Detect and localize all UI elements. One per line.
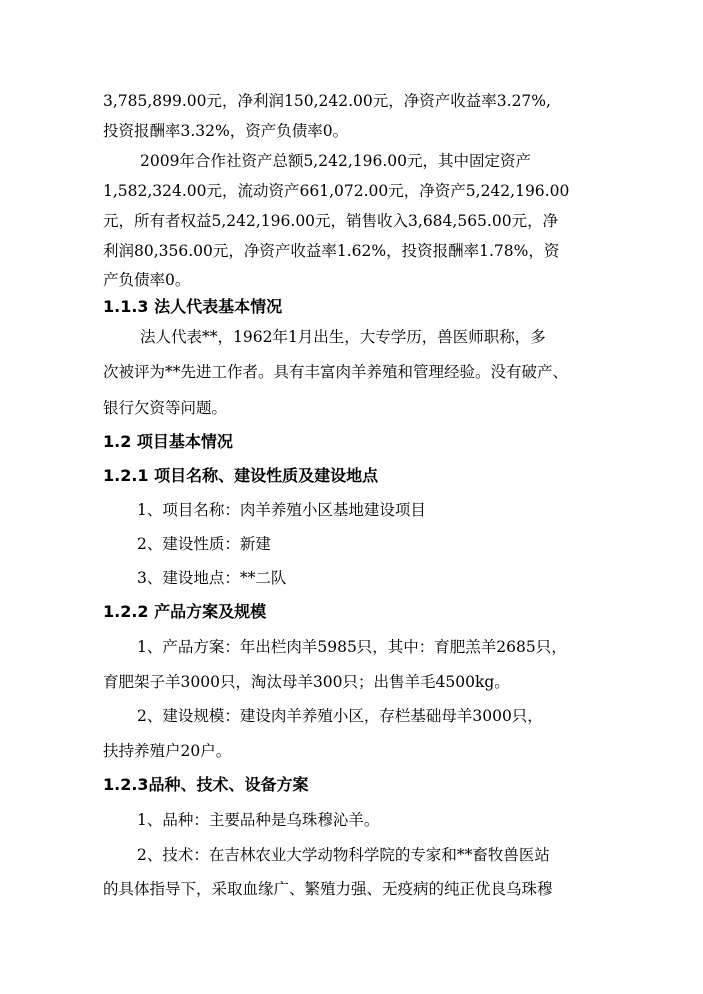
section-heading: 1.1.3 法人代表基本情况 bbox=[103, 297, 283, 316]
text-line: 投资报酬率3.32%，资产负债率0。 bbox=[103, 122, 349, 140]
list-item: 2、建设性质：新建 bbox=[137, 535, 271, 553]
text-line: 2009年合作社资产总额5,242,196.00元，其中固定资产 bbox=[140, 152, 531, 170]
list-item: 2、技术：在吉林农业大学动物科学院的专家和**畜牧兽医站 bbox=[137, 846, 550, 864]
list-item: 1、品种：主要品种是乌珠穆沁羊。 bbox=[137, 811, 380, 829]
text-line: 的具体指导下，采取血缘广、繁殖力强、无疫病的纯正优良乌珠穆 bbox=[103, 880, 553, 898]
text-line: 育肥架子羊3000只，淘汰母羊300只；出售羊毛4500kg。 bbox=[103, 673, 510, 691]
text-line: 1,582,324.00元，流动资产661,072.00元，净资产5,242,196.00 bbox=[103, 182, 570, 200]
section-heading: 1.2.3品种、技术、设备方案 bbox=[103, 775, 309, 794]
section-heading: 1.2.1 项目名称、建设性质及建设地点 bbox=[103, 466, 379, 485]
text-line: 次被评为**先进工作者。具有丰富肉羊养殖和管理经验。没有破产、 bbox=[103, 363, 569, 381]
text-line: 扶持养殖户20户。 bbox=[103, 742, 232, 760]
text-line: 元，所有者权益5,242,196.00元，销售收入3,684,565.00元，净 bbox=[103, 212, 559, 230]
text-line: 3,785,899.00元，净利润150,242.00元，净资产收益率3.27%, bbox=[103, 92, 551, 110]
text-line: 法人代表**，1962年1月出生，大专学历，兽医师职称，多 bbox=[140, 328, 546, 346]
text-line: 利润80,356.00元，净资产收益率1.62%，投资报酬率1.78%，资 bbox=[103, 242, 560, 260]
text-line: 产负债率0。 bbox=[103, 271, 191, 289]
section-heading: 1.2 项目基本情况 bbox=[103, 432, 233, 451]
list-item: 1、项目名称：肉羊养殖小区基地建设项目 bbox=[137, 501, 426, 519]
section-heading: 1.2.2 产品方案及规模 bbox=[103, 602, 267, 621]
list-item: 2、建设规模：建设肉羊养殖小区，存栏基础母羊3000只， bbox=[137, 707, 543, 725]
list-item: 3、建设地点：**二队 bbox=[137, 569, 287, 587]
text-line: 银行欠资等问题。 bbox=[103, 399, 228, 417]
list-item: 1、产品方案：年出栏肉羊5985只，其中：育肥羔羊2685只， bbox=[137, 638, 567, 656]
